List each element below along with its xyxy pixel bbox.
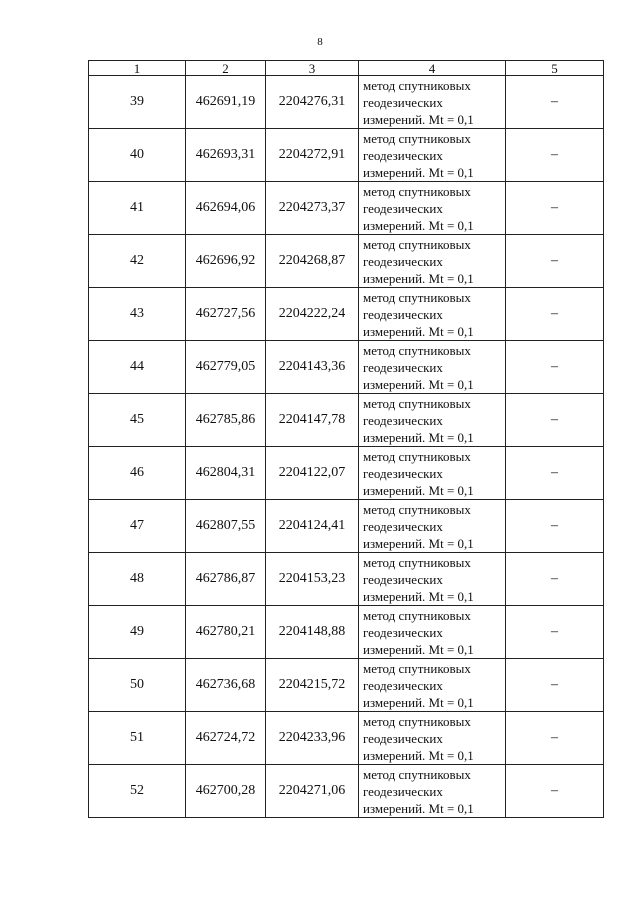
table-row — [89, 659, 604, 712]
table-row — [89, 235, 604, 288]
method-text-line: измерений. Mt = 0,1 — [363, 323, 474, 339]
method-cell — [359, 765, 506, 818]
coordinates-table — [88, 60, 604, 818]
method-text-line: геодезических — [363, 94, 443, 110]
method-text-line: метод спутниковых — [363, 183, 471, 199]
method-text-line: метод спутниковых — [363, 607, 471, 623]
coordinate-y: 2204153,23 — [266, 553, 359, 606]
coordinate-x: 462786,87 — [186, 553, 266, 606]
method-text-line: геодезических — [363, 677, 443, 693]
coordinate-y: 2204122,07 — [266, 447, 359, 500]
table-row — [89, 606, 604, 659]
method-text-line: геодезических — [363, 200, 443, 216]
method-text-line: измерений. Mt = 0,1 — [363, 588, 474, 604]
coordinate-y: 2204148,88 — [266, 606, 359, 659]
method-text-line: измерений. Mt = 0,1 — [363, 429, 474, 445]
method-cell — [359, 341, 506, 394]
coordinate-x: 462727,56 — [186, 288, 266, 341]
point-number: 51 — [89, 712, 186, 765]
coordinate-x: 462700,28 — [186, 765, 266, 818]
method-text-line: метод спутниковых — [363, 448, 471, 464]
method-cell — [359, 659, 506, 712]
method-text-line: метод спутниковых — [363, 77, 471, 93]
method-text-line: геодезических — [363, 624, 443, 640]
table-row — [89, 288, 604, 341]
header-col-3: 3 — [266, 61, 359, 76]
point-number: 44 — [89, 341, 186, 394]
point-number: 47 — [89, 500, 186, 553]
method-text-line: геодезических — [363, 306, 443, 322]
point-number: 40 — [89, 129, 186, 182]
method-text-line: метод спутниковых — [363, 395, 471, 411]
method-text-line: геодезических — [363, 518, 443, 534]
method-cell — [359, 235, 506, 288]
coordinate-x: 462779,05 — [186, 341, 266, 394]
method-cell — [359, 129, 506, 182]
table-row — [89, 765, 604, 818]
method-text-line: измерений. Mt = 0,1 — [363, 111, 474, 127]
header-col-4: 4 — [359, 61, 506, 76]
coordinate-x: 462780,21 — [186, 606, 266, 659]
method-cell — [359, 76, 506, 129]
method-text-line: геодезических — [363, 465, 443, 481]
method-text-line: метод спутниковых — [363, 130, 471, 146]
note-cell: – — [506, 447, 604, 500]
point-number: 52 — [89, 765, 186, 818]
coordinate-y: 2204124,41 — [266, 500, 359, 553]
coordinate-y: 2204276,31 — [266, 76, 359, 129]
header-col-2: 2 — [186, 61, 266, 76]
coordinate-y: 2204271,06 — [266, 765, 359, 818]
method-text-line: метод спутниковых — [363, 289, 471, 305]
method-text-line: измерений. Mt = 0,1 — [363, 694, 474, 710]
note-cell: – — [506, 182, 604, 235]
method-cell — [359, 606, 506, 659]
note-cell: – — [506, 129, 604, 182]
method-text-line: измерений. Mt = 0,1 — [363, 164, 474, 180]
table-row — [89, 341, 604, 394]
method-text-line: измерений. Mt = 0,1 — [363, 747, 474, 763]
coordinate-y: 2204268,87 — [266, 235, 359, 288]
method-text-line: геодезических — [363, 253, 443, 269]
coordinate-x: 462724,72 — [186, 712, 266, 765]
point-number: 39 — [89, 76, 186, 129]
note-cell: – — [506, 553, 604, 606]
point-number: 45 — [89, 394, 186, 447]
point-number: 41 — [89, 182, 186, 235]
method-text-line: геодезических — [363, 783, 443, 799]
table-row — [89, 500, 604, 553]
coordinate-x: 462694,06 — [186, 182, 266, 235]
coordinate-y: 2204233,96 — [266, 712, 359, 765]
method-text-line: измерений. Mt = 0,1 — [363, 800, 474, 816]
method-cell — [359, 182, 506, 235]
method-text-line: измерений. Mt = 0,1 — [363, 376, 474, 392]
page-number: 8 — [317, 36, 323, 48]
point-number: 48 — [89, 553, 186, 606]
header-col-1: 1 — [89, 61, 186, 76]
method-text-line: метод спутниковых — [363, 713, 471, 729]
coordinate-x: 462691,19 — [186, 76, 266, 129]
table-row — [89, 182, 604, 235]
method-cell — [359, 712, 506, 765]
method-text-line: метод спутниковых — [363, 342, 471, 358]
point-number: 49 — [89, 606, 186, 659]
coordinate-y: 2204147,78 — [266, 394, 359, 447]
coordinate-x: 462807,55 — [186, 500, 266, 553]
coordinate-x: 462785,86 — [186, 394, 266, 447]
method-text-line: измерений. Mt = 0,1 — [363, 482, 474, 498]
method-text-line: метод спутниковых — [363, 660, 471, 676]
table-row — [89, 447, 604, 500]
coordinate-y: 2204215,72 — [266, 659, 359, 712]
method-cell — [359, 394, 506, 447]
coordinate-y: 2204222,24 — [266, 288, 359, 341]
coordinate-y: 2204273,37 — [266, 182, 359, 235]
table-row — [89, 76, 604, 129]
note-cell: – — [506, 341, 604, 394]
method-text-line: метод спутниковых — [363, 236, 471, 252]
method-text-line: измерений. Mt = 0,1 — [363, 641, 474, 657]
table-body — [89, 76, 604, 818]
point-number: 46 — [89, 447, 186, 500]
point-number: 50 — [89, 659, 186, 712]
table-row — [89, 129, 604, 182]
coordinate-x: 462736,68 — [186, 659, 266, 712]
table-header — [89, 61, 604, 76]
method-text-line: измерений. Mt = 0,1 — [363, 217, 474, 233]
note-cell: – — [506, 765, 604, 818]
method-text-line: метод спутниковых — [363, 766, 471, 782]
method-text-line: геодезических — [363, 359, 443, 375]
method-text-line: метод спутниковых — [363, 501, 471, 517]
method-text-line: геодезических — [363, 730, 443, 746]
table-row — [89, 553, 604, 606]
note-cell: – — [506, 235, 604, 288]
method-cell — [359, 553, 506, 606]
table-row — [89, 712, 604, 765]
method-cell — [359, 288, 506, 341]
note-cell: – — [506, 659, 604, 712]
point-number: 42 — [89, 235, 186, 288]
method-text-line: измерений. Mt = 0,1 — [363, 270, 474, 286]
coordinate-x: 462804,31 — [186, 447, 266, 500]
method-cell — [359, 447, 506, 500]
note-cell: – — [506, 76, 604, 129]
note-cell: – — [506, 712, 604, 765]
coordinate-y: 2204143,36 — [266, 341, 359, 394]
header-col-5: 5 — [506, 61, 604, 76]
table-row — [89, 394, 604, 447]
method-text-line: геодезических — [363, 571, 443, 587]
method-text-line: метод спутниковых — [363, 554, 471, 570]
point-number: 43 — [89, 288, 186, 341]
note-cell: – — [506, 394, 604, 447]
note-cell: – — [506, 500, 604, 553]
header-row — [89, 61, 604, 76]
coordinate-y: 2204272,91 — [266, 129, 359, 182]
note-cell: – — [506, 606, 604, 659]
note-cell: – — [506, 288, 604, 341]
method-text-line: геодезических — [363, 412, 443, 428]
coordinate-x: 462696,92 — [186, 235, 266, 288]
method-text-line: геодезических — [363, 147, 443, 163]
coordinate-x: 462693,31 — [186, 129, 266, 182]
method-text-line: измерений. Mt = 0,1 — [363, 535, 474, 551]
method-cell — [359, 500, 506, 553]
